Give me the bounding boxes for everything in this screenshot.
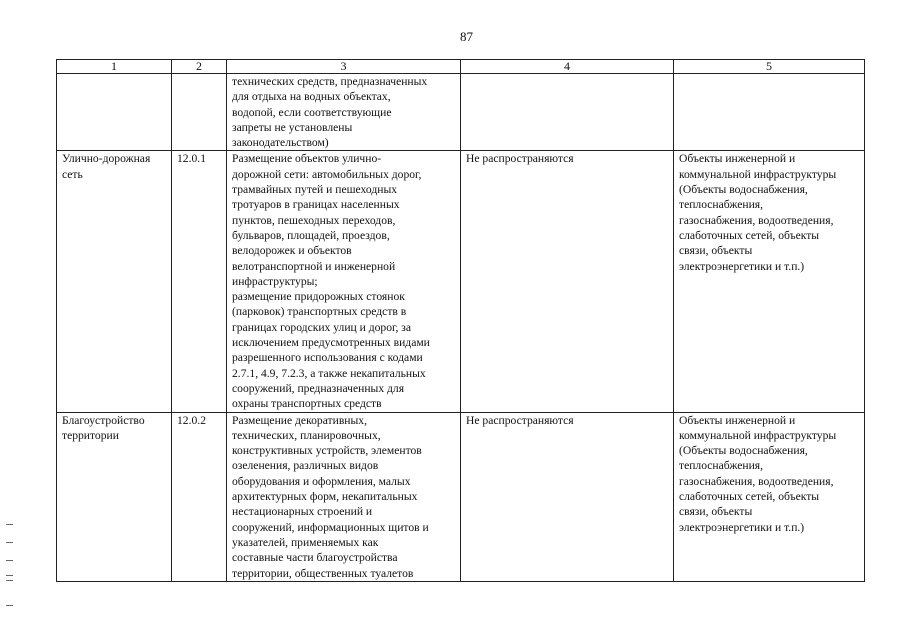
use-description-cell: технических средств, предназначенных для отдыха на водных объектах, водопой, если соответствующие запреты не установлены законодательством): [227, 74, 461, 151]
use-description-cell: Размещение объектов улично- дорожной сети: автомобильных дорог, трамвайных путей и пешеходных тротуаров в границах населенных пунктов, пешеходных переходов, бульваров, площадей, проездов, велодорожек и объектов велотранспортной и инженерной инфраструктуры; размещение придорожных стоянок (парковок) транспортных средств в границах городских улиц и дорог, за исключением предусмотренных видами разрешенного использования с кодами 2.7.1, 4.9, 7.2.3, а также некапитальных сооружений, предназначенных для охраны транспортных средств: [227, 151, 461, 412]
use-code-cell: 12.0.1: [172, 151, 227, 412]
table-header-row: [57, 60, 865, 74]
page-number: 87: [460, 29, 473, 44]
use-code-cell: [172, 74, 227, 151]
table-row: [57, 74, 865, 151]
table-row: [57, 151, 865, 412]
column-header-5: 5: [674, 60, 865, 74]
use-name-cell: Улично-дорожная сеть: [57, 151, 172, 412]
column-header-1: 1: [57, 60, 172, 74]
column-header-4: 4: [461, 60, 674, 74]
use-code-cell: 12.0.2: [172, 412, 227, 581]
column-header-2: 2: [172, 60, 227, 74]
restrictions-cell: Не распространяются: [461, 151, 674, 412]
use-description-cell: Размещение декоративных, технических, планировочных, конструктивных устройств, элементов озеленения, различных видов оборудования и оформления, малых архитектурных форм, некапитальных нестационарных строений и сооружений, информационных щитов и указателей, применяемых как составные части благоустройства территории, общественных туалетов: [227, 412, 461, 581]
restrictions-cell: [461, 74, 674, 151]
use-name-cell: Благоустройство территории: [57, 412, 172, 581]
auxiliary-objects-cell: Объекты инженерной и коммунальной инфраструктуры (Объекты водоснабжения, теплоснабжения, газоснабжения, водоотведения, слаботочных сетей, объекты связи, объекты электроэнергетики и т.п.): [674, 412, 865, 581]
auxiliary-objects-cell: Объекты инженерной и коммунальной инфраструктуры (Объекты водоснабжения, теплоснабжения, газоснабжения, водоотведения, слаботочных сетей, объекты связи, объекты электроэнергетики и т.п.): [674, 151, 865, 412]
auxiliary-objects-cell: [674, 74, 865, 151]
land-use-table: [56, 59, 865, 582]
column-header-3: 3: [227, 60, 461, 74]
restrictions-cell: Не распространяются: [461, 412, 674, 581]
use-name-cell: [57, 74, 172, 151]
scan-margin-marks: [6, 520, 14, 630]
table-row: [57, 412, 865, 581]
